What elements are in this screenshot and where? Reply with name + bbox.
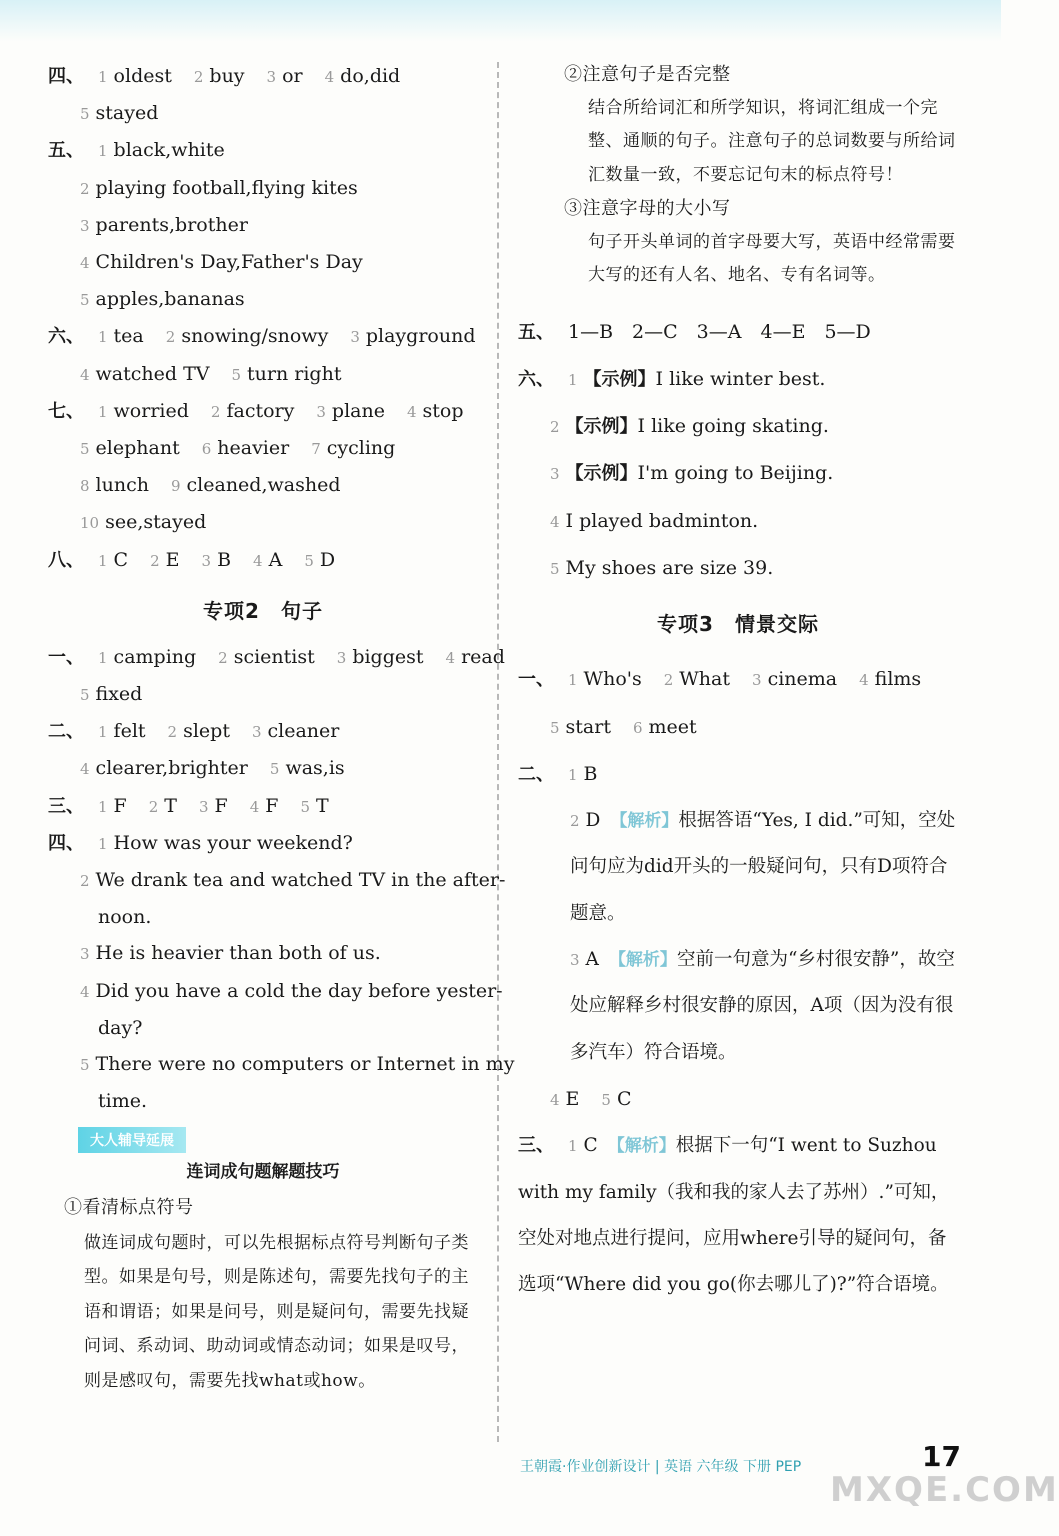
answer-line: 五、 1 black,white — [48, 139, 225, 162]
answer-line: 3 He is heavier than both of us. — [80, 942, 381, 965]
answer-line: 2 playing football,flying kites — [80, 176, 358, 199]
answer-line: 四、 1 How was your weekend? — [48, 831, 353, 854]
answer-line: 一、 1 camping 2 scientist 3 biggest 4 read — [48, 645, 505, 668]
tip-heading: ②注意句子是否完整 — [564, 64, 731, 85]
column-divider — [497, 62, 499, 1442]
answer-line: time. — [98, 1090, 148, 1113]
page-footer: 王朝霞·作业创新设计 | 英语 六年级 下册 PEP — [520, 1459, 802, 1475]
answer-line: 4 watched TV 5 turn right — [80, 362, 342, 385]
top-band — [0, 0, 1001, 42]
watermark: MXQE.COM — [830, 1470, 1059, 1510]
answer-line: day? — [98, 1016, 143, 1039]
answer-line: 10 see,stayed — [80, 511, 207, 534]
answer-explanation: 3 A 【解析】空前一句意为“乡村很安静”，故空处应解释乡村很安静的原因，A项（因为没有很多汽车）符合语境。 — [570, 949, 955, 1063]
answer-line: 六、 1 tea 2 snowing/snowy 3 playground — [48, 325, 476, 348]
answer-line: 3 【示例】I'm going to Beijing. — [550, 462, 834, 485]
page-number: 17 — [922, 1440, 961, 1473]
answer-line: 5 fixed — [80, 683, 143, 706]
answer-line: 5 There were no computers or Internet in my — [80, 1053, 515, 1076]
answer-line: 一、 1 Who's 2 What 3 cinema 4 films — [518, 668, 922, 691]
answer-line: 8 lunch 9 cleaned,washed — [80, 474, 341, 497]
tip-body: 结合所给词汇和所学知识，将词汇组成一个完整、通顺的句子。注意句子的总词数要与所给词汇数量一致，不要忘记句末的标点符号！ — [588, 97, 956, 185]
answer-line: 5 stayed — [80, 102, 159, 125]
tip-heading: ③注意字母的大小写 — [564, 198, 731, 219]
answer-line: 六、 1 【示例】I like winter best. — [518, 367, 826, 390]
answer-line: 3 parents,brother — [80, 213, 248, 236]
answer-explanation: 2 D 【解析】根据答语“Yes, I did.”可知，空处问句应为did开头的一般疑问句，只有D项符合题意。 — [570, 810, 956, 924]
answer-explanation: 三、 1 C 【解析】根据下一句“I went to Suzhou with my family（我和我的家人去了苏州）.”可知，空处对地点进行提问，应用where引导的疑问句，备选项“Where did you go(你去哪儿了)?”符合语境。 — [518, 1135, 950, 1296]
tip-body: 做连词成句题时，可以先根据标点符号判断句子类型。如果是句号，则是陈述句，需要先找句子的主语和谓语；如果是问号，则是疑问句，需要先找疑问词、系动词、助动词或情态动词；如果是叹号，则是感叹句，需要先找what或how。 — [84, 1232, 469, 1391]
answer-line: 二、 1 felt 2 slept 3 cleaner — [48, 720, 340, 743]
answer-line: 四、 1 oldest 2 buy 3 or 4 do,did — [48, 65, 401, 87]
tip-heading: ①看清标点符号 — [64, 1197, 194, 1219]
left-column — [48, 58, 515, 1398]
answer-line: 八、 1 C 2 E 3 B 4 A 5 D — [48, 548, 336, 571]
answer-line: 5 My shoes are size 39. — [550, 556, 774, 579]
answer-line: 5 start 6 meet — [550, 715, 697, 738]
answer-line: 三、 1 F 2 T 3 F 4 F 5 T — [48, 794, 329, 817]
answer-line: 二、 1 B — [518, 762, 598, 785]
answer-line: 4 Children's Day,Father's Day — [80, 251, 363, 274]
answer-line: 2 We drank tea and watched TV in the after- — [80, 869, 506, 892]
answer-line: 2 【示例】I like going skating. — [550, 415, 829, 438]
answer-line: noon. — [98, 906, 152, 929]
answer-line: 4 E 5 C — [550, 1087, 632, 1110]
answer-line: 5 elephant 6 heavier 7 cycling — [80, 437, 396, 460]
section-title: 专项3 情景交际 — [657, 612, 819, 637]
answer-line: 4 clearer,brighter 5 was,is — [80, 757, 345, 780]
answer-line: 4 I played badminton. — [550, 509, 759, 532]
tip-title: 连词成句题解题技巧 — [186, 1162, 340, 1183]
tutor-badge: 大人辅导延展 — [78, 1127, 186, 1153]
answer-line: 七、 1 worried 2 factory 3 plane 4 stop — [48, 399, 464, 422]
tip-body: 句子开头单词的首字母要大写，英语中经常需要大写的还有人名、地名、专有名词等。 — [588, 231, 956, 285]
right-column — [518, 58, 958, 1308]
answer-line: 五、 1—B 2—C 3—A 4—E 5—D — [518, 320, 871, 343]
section-title: 专项2 句子 — [203, 598, 323, 623]
answer-line: 5 apples,bananas — [80, 288, 245, 311]
answer-line: 4 Did you have a cold the day before yester- — [80, 979, 503, 1002]
